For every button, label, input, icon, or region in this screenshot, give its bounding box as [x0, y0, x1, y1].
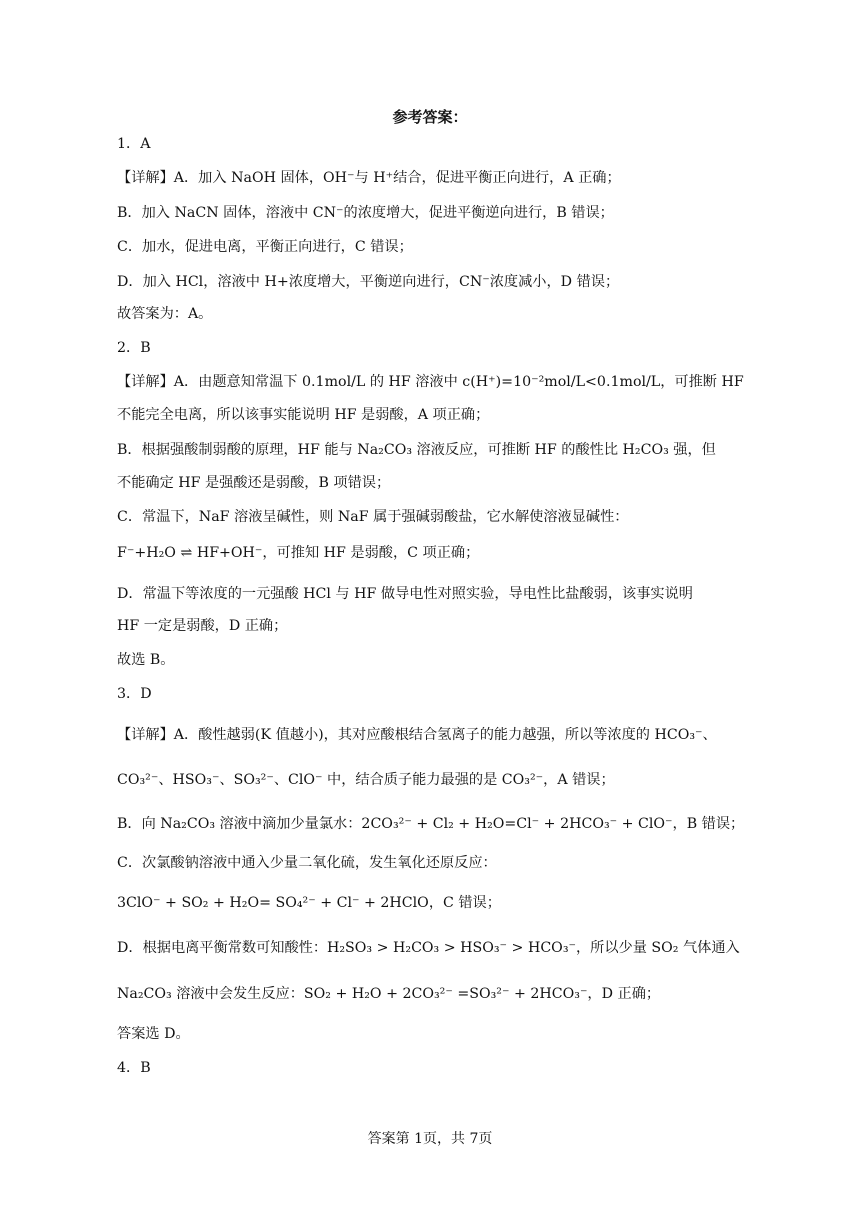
q3-detail-d-2: Na₂CO₃ 溶液中会发生反应：SO₂ + H₂O + 2CO₃²⁻ =SO₃²⁻ + 2HCO₃⁻，D 正确；: [117, 986, 661, 1002]
q4-number: 4．B: [117, 1060, 151, 1076]
q2-detail-c-2: F⁻+H₂O ⇌ HF+OH⁻，可推知 HF 是弱酸，C 项正确；: [117, 545, 480, 561]
q3-detail-c-2: 3ClO⁻ + SO₂ + H₂O= SO₄²⁻ + Cl⁻ + 2HClO，C 错误；: [117, 895, 501, 911]
q3-conclusion: 答案选 D。: [117, 1026, 190, 1042]
q1-detail-d: D．加入 HCl，溶液中 H+浓度增大，平衡逆向进行，CN⁻浓度减小，D 错误；: [117, 274, 620, 290]
q2-detail-b-1: B．根据强酸制弱酸的原理，HF 能与 Na₂CO₃ 溶液反应，可推断 HF 的酸性比 H₂CO₃ 强，但: [117, 442, 716, 458]
q3-detail-b: B．向 Na₂CO₃ 溶液中滴加少量氯水：2CO₃²⁻ + Cl₂ + H₂O=Cl⁻ + 2HCO₃⁻ + ClO⁻，B 错误；: [117, 816, 745, 832]
q3-detail-a-2: CO₃²⁻、HSO₃⁻、SO₃²⁻、ClO⁻ 中，结合质子能力最强的是 CO₃²⁻，A 错误；: [117, 772, 615, 788]
q2-detail-d-1: D．常温下等浓度的一元强酸 HCl 与 HF 做导电性对照实验，导电性比盐酸弱，该事实说明: [117, 586, 693, 602]
q1-detail-b: B．加入 NaCN 固体，溶液中 CN⁻的浓度增大，促进平衡逆向进行，B 错误；: [117, 205, 614, 221]
q1-conclusion: 故答案为：A。: [117, 306, 213, 322]
q2-detail-a-2: 不能完全电离，所以该事实能说明 HF 是弱酸，A 项正确；: [117, 407, 490, 423]
q1-number: 1．A: [117, 136, 151, 152]
q1-detail-c: C．加水，促进电离，平衡正向进行，C 错误；: [117, 239, 413, 255]
q3-detail-a-1: 【详解】A．酸性越弱(K 值越小)，其对应酸根结合氢离子的能力越强，所以等浓度的 HCO₃⁻、: [117, 727, 717, 743]
q2-number: 2．B: [117, 340, 151, 356]
q2-detail-a-1: 【详解】A．由题意知常温下 0.1mol/L 的 HF 溶液中 c(H⁺)=10⁻²mol/L<0.1mol/L，可推断 HF: [117, 374, 744, 390]
q2-detail-b-2: 不能确定 HF 是强酸还是弱酸，B 项错误；: [117, 475, 391, 491]
page-title: 参考答案：: [392, 108, 468, 126]
q1-detail-a: 【详解】A．加入 NaOH 固体，OH⁻与 H⁺结合，促进平衡正向进行，A 正确；: [117, 170, 621, 186]
q2-conclusion: 故选 B。: [117, 652, 175, 668]
page-footer: 答案第 1页，共 7页: [367, 1131, 493, 1147]
q3-detail-c-1: C．次氯酸钠溶液中通入少量二氧化硫，发生氧化还原反应：: [117, 855, 497, 871]
q3-number: 3．D: [117, 686, 152, 702]
q3-detail-d-1: D．根据电离平衡常数可知酸性：H₂SO₃ > H₂CO₃ > HSO₃⁻ > HCO₃⁻，所以少量 SO₂ 气体通入: [117, 940, 740, 956]
q2-detail-c-1: C．常温下，NaF 溶液呈碱性，则 NaF 属于强碱弱酸盐，它水解使溶液显碱性：: [117, 509, 629, 525]
q2-detail-d-2: HF 一定是弱酸，D 正确；: [117, 618, 288, 634]
